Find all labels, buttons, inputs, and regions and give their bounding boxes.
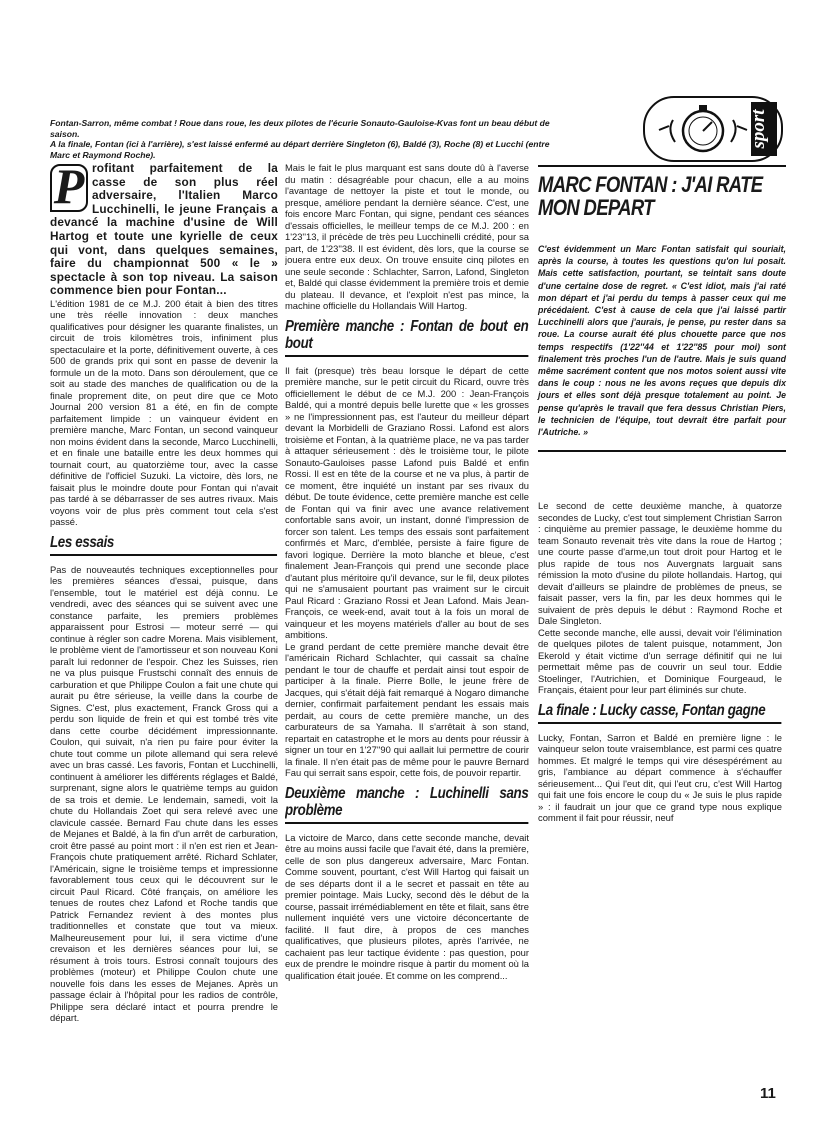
section-manche-1-text-2: Le grand perdant de cette première manche devait être l'américain Richard Schlachter, qui cassait sa chaîne pendant le tour de chauffe et perdait ainsi tout espoir de participer à la finale. Pierre Bolle, le jeune frère de Jacques, qui s'était déjà fait remarqué à Nogaro dimanche dernier, confirmait parfaitement pendant les essais mais perdait, au cours de cette première manche, un des carburateurs de sa Yamaha. Il s'arrêtait à son stand, repartait en catastrophe et le mors au dents pour réussir à signer un tour en 1'27''90 qui aallait lui permettre de courir la finale. Il n'en était pas de même pour le pauvre Bernard Fau qui serrait sans espoir, cette fois, de pouvoir repartir.: [285, 640, 529, 778]
caption-line-1: Fontan-Sarron, même combat ! Roue dans roue, les deux pilotes de l'écurie Sonauto-Gauloise-Kvas font un beau début de saison.: [50, 118, 550, 139]
interview-box: [538, 165, 786, 452]
interview-title: MARC FONTAN : J'AI RATE MON DEPART: [538, 172, 763, 220]
article-column-2: [285, 162, 529, 1082]
section-essais-text-2: Mais le fait le plus marquant est sans doute dû à l'averse du matin : désagréable pour chacun, elle a au moins l'avantage de nettoyer la piste et tout le monde, ou presque, améliore pendant la dernière séance. C'est, une fois encore Marc Fontan, qui signe, pendant ces séances d'essais officielles, le meilleur temps de ce M.J. 200 : en 1'23''13, il précède de très peu Lucchinelli crédité, pour sa part, de 1'23''38. Il est évident, dès lors, que la course se jouera entre eux deux. On trouve ensuite cinq pilotes en une seule seconde : Schlachter, Sarron, Lafond, Singleton et, Baldé qui classe évidemment la première trois et demie du plateau. Il devance, et l'exploit n'est pas mince, la machine officielle du Hollandais Will Hartog.: [285, 162, 529, 311]
article-column-3: [538, 500, 782, 1082]
section-essais-text: Pas de nouveautés techniques exceptionnelles pour les premières séances d'essai, puisque, dans l'ensemble, tout le matériel est déjà connu. Le vendredi, avec des séances qui se suivent avec une constance parfaite, les premiers problèmes apparaissent pour Estrosi — moteur serré — qui continue à régler son cadre Morena. Mais visiblement, le problème vient de l'amortisseur et son nouveau Koni paraît lui redonner de l'espoir. Chez les Suisses, rien ne va plus puisque Frustschi connaît des ennuis de carburation et que Philippe Coulon a fait une chute qui aurait pu être sérieuse, la veille dans la courbe de Signes. C'est, plus exactement, Franck Gross qui a perdu son liquide de frein et qui est tombé très vite dans cette courbe décidément impressionnante. Coulon, qui suivait, n'a rien pu faire pour éviter la chute tout comme un pilote allemand qui sera relevé avec un bras cassé. Les favoris, Fontan et Lucchinelli, continuent à améliorer les différents réglages et Baldé, surprenant, signe alors le quatrième temps au guidon de sa trois et demie. Le lendemain, samedi, voit la chute du Hollandais Zoet qui sera relevé avec une clavicule cassée. Bernard Fau chute dans les esses de Mejanes et Baldé, à la fin d'un arrêt de carburation, croit être passé au point mort : il n'en est rien et Jean-François chute pratiquement arrêté. Richard Schlater, l'Américain, signe le troisième temps et impressionne favorablement tous ceux qui le découvrent sur le circuit Paul Ricard. Côté français, on améliore les tenues de routes chez Lafond et Roche tandis que Patrick Fernandez revient à des montes plus traditionnelles et constate que tout va mieux. Malheureusement pour lui, il sera victime d'une crevaison et les dernières séances pour lui, se résument à trois tours. Estrosi connaît toujours des problèmes (moteur) et Philippe Coulon chute une nouvelle fois dans les esses de Mejanes. Après un passage éclair à l'hôpital pour les radios de contrôle, Philippe sera déclaré intact et pourra prendre le départ.: [50, 563, 278, 1024]
section-title-manche-2: Deuxième manche : Luchinelli sans problème: [285, 785, 528, 824]
photo-caption: [50, 118, 570, 160]
section-title-essais: Les essais: [50, 534, 277, 556]
article-column-1: [50, 162, 278, 1082]
section-manche-2-text-3: Cette seconde manche, elle aussi, devait voir l'élimination de quelques pilotes de talent puisque, notamment, Jon Ekerold y était victime d'un serrage définitif qui ne lui permettait même pas de couvrir un seul tour. Eddie Stoelinger, l'Autrichien, et Dominique Fourgeaud, le Français, étaient pour leur part éliminés sur chute.: [538, 626, 782, 695]
section-manche-1-text: Il fait (presque) très beau lorsque le départ de cette première manche, sur le petit circuit du Ricard, ouvre très officiellement le début de ce M.J. 200 : Jean-François Baldé, qui a montré depuis belle lurette que « les grosses » ne l'impressionnent pas, est l'auteur du meilleur départ devant la Morbidelli de Graziano Rossi. Lafond est alors troisième et Fontan, à la quatrième place, ne va pas tarder à attaquer sérieusement : dès le troisième tour, le pilote Sonauto-Gauloises passe Lafond puis Baldé et enfin Rossi. Il est en tête de la course et ne va plus, à partir de ce moment, être inquiété un instant par ses rivaux du début. De toute évidence, cette première manche est celle de Fontan qui va finir avec une avance relativement confortable sans avoir, un instant, donné l'impression de forcer son talent. Les temps des essais sont parfaitement confirmés et Marc, d'emblée, persiste à faire figure de favori logique. Derrière la moto blanche et bleue, c'est finalement Jean-François qui prend une seconde place d'autant plus méritoire qu'il devance, sur le fil, deux pilotes qui ne s'amusaient pourtant pas vraiment sur le circuit Paul Ricard : Graziano Rossi et Jean Lafond. Mais Jean-François, ce week-end, avait tout à la fois un moral de vainqueur et les moyens matériels d'aller au bout de ses ambitions.: [285, 364, 529, 640]
section-title-manche-1: Première manche : Fontan de bout en bout: [285, 318, 528, 357]
sport-logo-text: sport: [748, 109, 769, 149]
drop-cap: P: [50, 164, 88, 212]
page-number: 11: [760, 1085, 776, 1102]
interview-bottom-rule: [538, 450, 786, 452]
section-title-finale: La finale : Lucky casse, Fontan gagne: [538, 702, 781, 724]
section-manche-2-text: La victoire de Marco, dans cette seconde manche, devait être au moins aussi facile que l'avait été, dans la première, celle de son plus dangereux adversaire, Marc Fontan. Comme souvent, pourtant, c'est Will Hartog qui faisait un de ses départs dont il a le secret et passait en tête au premier pointage. Mais Lucky, second dès le début de la course, passait irrémédiablement en tête et filait, sans être nullement inquiété vers une victoire déconcertante de facilité. Il faut dire, à propos de ces manches qualificatives, que plusieurs pilotes, après l'arrivée, ne cachaient pas leur tactique évidente : pas question, pour eux de prendre le moindre risque à partir du moment où la qualification était jouée. Et comme on les comprend...: [285, 831, 529, 981]
section-manche-2-text-2: Le second de cette deuxième manche, à quatorze secondes de Lucky, c'est tout simplement Christian Sarron : cinquième au premier passage, le deuxième homme du team Sonauto revenait très vite dans la roue de Hartog ; une courte passe d'arme,un tout droit pour Hartog et le plus rapide de tous nos Auvergnats larguait sans rémission la moto d'usine du pilote hollandais. Hartog, qui devait d'ailleurs se plaindre de problèmes de pneus, se faisait passer, vers la fin, par les deux hommes qui le suivaient de près depuis le début : Raymond Roche et Dale Singleton.: [538, 500, 782, 626]
sport-logo: [643, 96, 783, 162]
caption-line-2: A la finale, Fontan (ici à l'arrière), s'est laissé enfermé au départ derrière Singleton (6), Baldé (3), Roche (8) et Lucchi (entre Marc et Raymond Roche).: [50, 139, 550, 160]
interview-top-rule: [538, 165, 786, 167]
section-finale-text: Lucky, Fontan, Sarron et Baldé en première ligne : le vainqueur selon toute vraisemblance, est parmi ces quatre hommes. Et malgré le temps qui vire désespérément au gris, l'ambiance au départ commence à s'échauffer sérieusement... Qui l'eut dit, qui l'eut cru, c'est Will Hartog qui fait une fois encore le coup du « Je suis le plus rapide » : il faudrait un jour que ce grand type nous explique comment il fait pour réussir, neuf: [538, 731, 782, 823]
interview-body: C'est évidemment un Marc Fontan satisfait qui souriait, après la course, à toutes les questions qu'on lui posait. Mais cette satisfaction, pourtant, se teintait sans doute d'une certaine dose de regret. « C'est idiot, mais j'ai raté mon départ et j'ai perdu du temps à passer ceux qui me précédaient. C'est à cause de cela que j'ai laissé partir Lucchinelli alors que j'aurais, je pense, pu rester dans sa roue. La course aurait été plus chouette parce que nos temps respectifs (1'22''44 et 1'22''85 pour moi) sont finalement très proches l'un de l'autre. Mais je suis quand même sacrément content que nos motos soient aussi vite dans le coup : nous ne les avons reçues que depuis dix jours et elles sont déjà presque totalement au point. Je pense qu'après le travail que fera dessus Christian Piers, le technicien de l'équipe, tout devrait être parfait pour l'Autriche. »: [538, 244, 786, 438]
article-intro: L'édition 1981 de ce M.J. 200 était à bien des titres une très réelle innovation : deux manches qualificatives pour désigner les quarante finalistes, un circuit de trois kilomètres trois, infiniment plus spectaculaire et la porte, définitivement ouverte, à ces 500 de grands prix qui sont en passe de devenir la formule un de la moto. Dans son déroulement, que ce soit au stade des manches de qualification ou de la finale proprement dite, on peut dire que ce Moto Journal 200 version 81 a été, en fin de compte parfaitement limpide : un vainqueur évident en première manche, Marc Fontan, un second vainqueur non moins évident dans la seconde, Marco Lucchinelli, et en finale une bataille entre les deux hommes qui tournait court, au quatorzième tour, avec la casse définitive de l'officiel Suzuki. La victoire, dès lors, ne faisait plus le moindre doute pour Fontan qui n'avait pas tardé à se débarrasser de ses autres rivaux. Mais voyons voir de plus près comment tout cela s'est passé.: [50, 297, 278, 528]
article-lead: rofitant parfaitement de la casse de son plus réel adversaire, l'Italien Marco Lucchinelli, le jeune Français a devancé la machine d'usine de Will Hartog et toute une kyrielle de ceux qui vont, dans quelques semaines, faire du championnat 500 « le » spectacle à son top niveau. La saison commence bien pour Fontan...: [50, 162, 278, 298]
